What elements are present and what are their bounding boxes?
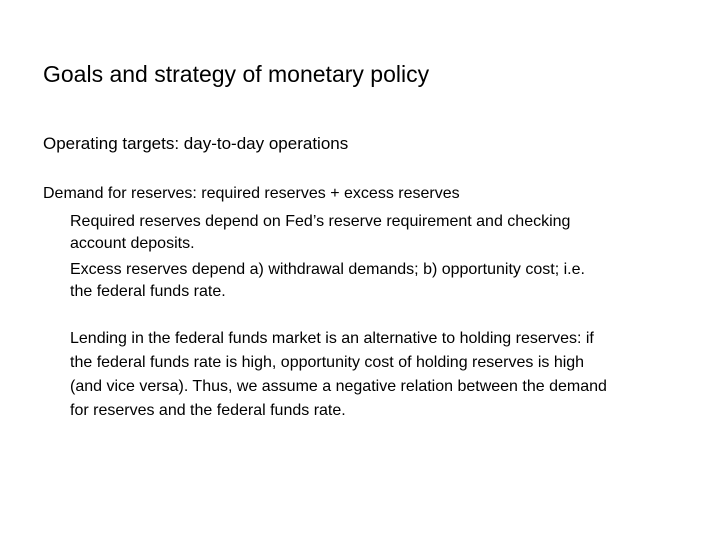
demand-heading: Demand for reserves: required reserves + excess reserves <box>43 185 460 202</box>
lending-paragraph-line-4: for reserves and the federal funds rate. <box>70 402 346 419</box>
slide-subtitle: Operating targets: day-to-day operations <box>43 134 349 153</box>
required-reserves-line-1: Required reserves depend on Fed’s reserve requirement and checking <box>70 213 571 230</box>
lending-paragraph-line-1: Lending in the federal funds market is an alternative to holding reserves: if <box>70 330 594 347</box>
excess-reserves-line-2: the federal funds rate. <box>70 283 226 300</box>
slide-title: Goals and strategy of monetary policy <box>43 61 430 87</box>
lending-paragraph-line-2: the federal funds rate is high, opportunity cost of holding reserves is high <box>70 354 585 371</box>
excess-reserves-line-1: Excess reserves depend a) withdrawal demands; b) opportunity cost; i.e. <box>70 261 585 278</box>
lending-paragraph-line-3: (and vice versa). Thus, we assume a negative relation between the demand <box>70 378 607 395</box>
required-reserves-line-2: account deposits. <box>70 235 195 252</box>
